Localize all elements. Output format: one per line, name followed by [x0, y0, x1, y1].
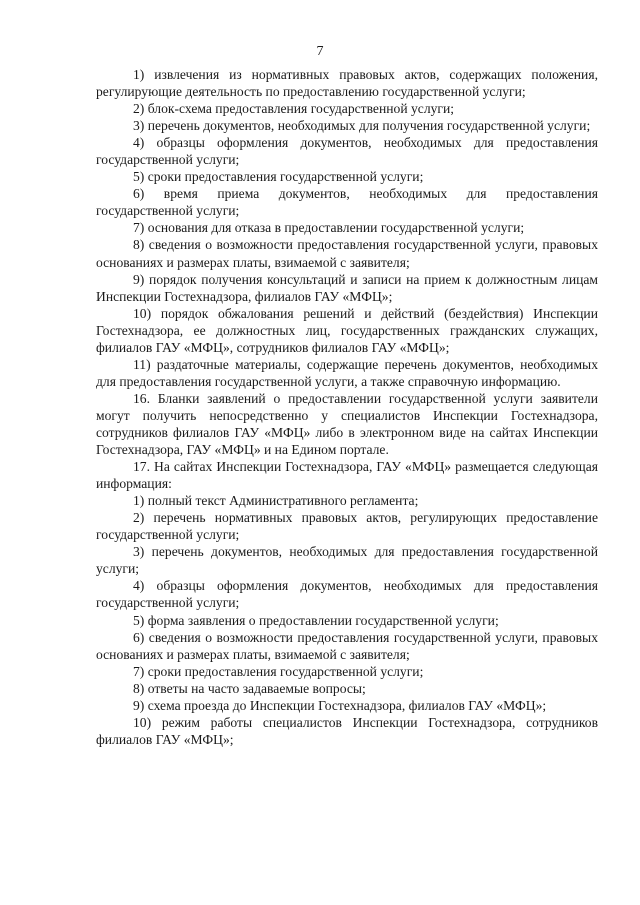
list-item-website-8: 8) ответы на часто задаваемые вопросы; — [133, 680, 366, 696]
list-item-website-6: 6) сведения о возможности предоставления государственной услуги, правовых основаниях и размерах платы, взимаемой с заявителя; — [96, 629, 598, 662]
list-item-information-3: 3) перечень документов, необходимых для получения государственной услуги; — [133, 118, 591, 134]
document-body — [96, 66, 598, 748]
list-item-information-10: 10) порядок обжалования решений и действий (бездействия) Инспекции Гостехнадзора, ее должностных лиц, государственных гражданских служащих, филиалов ГАУ «МФЦ», сотрудников филиалов ГАУ «МФЦ»; — [96, 305, 598, 355]
list-item-website-10: 10) режим работы специалистов Инспекции Гостехнадзора, сотрудников филиалов ГАУ «МФЦ»; — [96, 714, 598, 747]
list-item-website-2: 2) перечень нормативных правовых актов, регулирующих предоставление государственной услуги; — [96, 510, 598, 543]
list-item-information-11: 11) раздаточные материалы, содержащие перечень документов, необходимых для предоставления государственной услуги, а также справочную информацию. — [96, 356, 598, 389]
list-item-information-7: 7) основания для отказа в предоставлении государственной услуги; — [133, 220, 525, 236]
page-number: 7 — [316, 44, 324, 59]
list-item-website-4: 4) образцы оформления документов, необходимых для предоставления государственной услуги; — [96, 578, 598, 611]
list-item-information-5: 5) сроки предоставления государственной услуги; — [133, 169, 424, 185]
list-item-information-8: 8) сведения о возможности предоставления государственной услуги, правовых основаниях и размерах платы, взимаемой с заявителя; — [96, 237, 598, 270]
list-item-website-7: 7) сроки предоставления государственной услуги; — [133, 663, 424, 679]
list-item-information-6: 6) время приема документов, необходимых для предоставления государственной услуги; — [96, 186, 598, 219]
list-item-website-3: 3) перечень документов, необходимых для предоставления государственной услуги; — [96, 544, 598, 577]
list-item-website-9: 9) схема проезда до Инспекции Гостехнадзора, филиалов ГАУ «МФЦ»; — [133, 697, 547, 713]
list-item-information-9: 9) порядок получения консультаций и записи на прием к должностным лицам Инспекции Гостехнадзора, филиалов ГАУ «МФЦ»; — [96, 271, 598, 304]
list-item-website-5: 5) форма заявления о предоставлении государственной услуги; — [133, 612, 499, 628]
clause-17-paragraph: 17. На сайтах Инспекции Гостехнадзора, ГАУ «МФЦ» размещается следующая информация: — [96, 459, 598, 492]
list-item-website-1: 1) полный текст Административного регламента; — [133, 493, 419, 509]
list-item-information-4: 4) образцы оформления документов, необходимых для предоставления государственной услуги; — [96, 135, 598, 168]
list-item-information-2: 2) блок-схема предоставления государственной услуги; — [133, 101, 455, 117]
list-item-information-1: 1) извлечения из нормативных правовых актов, содержащих положения, регулирующие деятельность по предоставлению государственной услуги; — [96, 67, 598, 100]
clause-16-paragraph: 16. Бланки заявлений о предоставлении государственной услуги заявители могут получить непосредственно у специалистов Инспекции Гостехнадзора, сотрудников филиалов ГАУ «МФЦ» либо в электронном виде на сайтах Инспекции Гостехнадзора, ГАУ «МФЦ» и на Едином портале. — [96, 390, 598, 458]
